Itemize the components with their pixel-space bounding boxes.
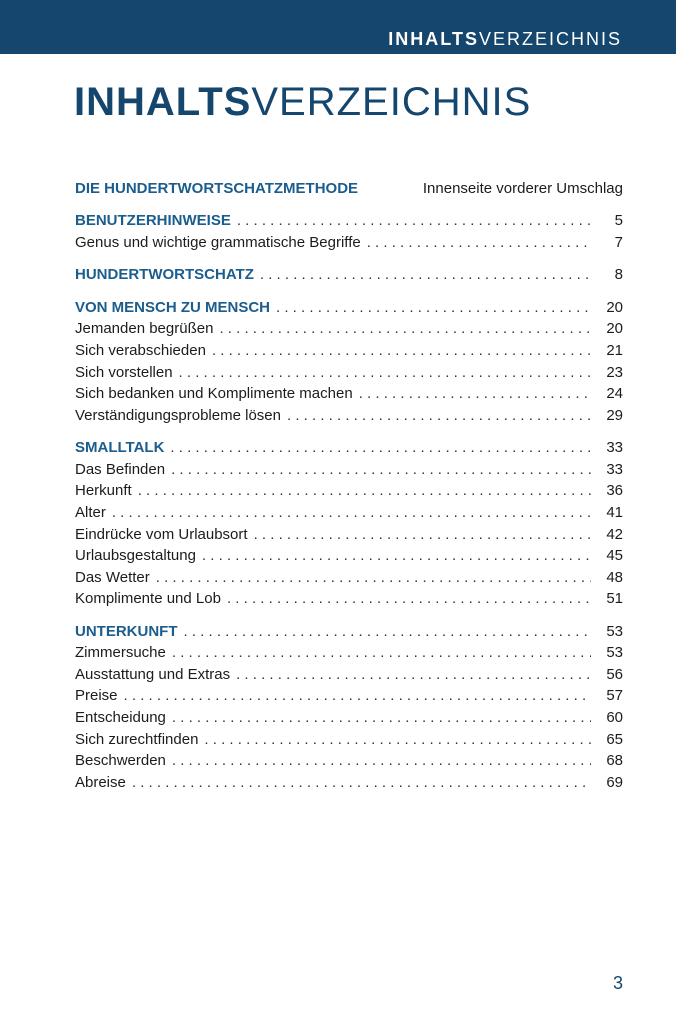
toc-item-entry[interactable] (75, 567, 623, 589)
toc-leader-dots (132, 772, 591, 794)
toc-section-title: BENUTZERHINWEISE (75, 212, 231, 230)
toc-item-label: Sich bedanken und Komplimente machen (75, 385, 353, 403)
toc-item-entry[interactable] (75, 545, 623, 567)
toc-page-number: 33 (606, 460, 623, 478)
toc-leader-dots (172, 707, 591, 729)
toc-leader-dots (237, 210, 591, 232)
toc-leader-dots (170, 437, 591, 459)
toc-leader-dots (367, 232, 591, 254)
page-title-bold: INHALTS (74, 80, 252, 124)
table-of-contents (75, 178, 623, 793)
toc-item-label: Verständigungsprobleme lösen (75, 406, 281, 424)
page-title (74, 78, 531, 126)
toc-gap (75, 254, 623, 265)
toc-intro-location: Innenseite vorderer Umschlag (422, 180, 623, 197)
toc-page-number: 23 (606, 363, 623, 381)
toc-item-label: Alter (75, 503, 106, 521)
toc-leader-dots (359, 383, 591, 405)
toc-page-number: 24 (606, 385, 623, 403)
toc-leader-dots (260, 264, 591, 286)
header-bar (0, 0, 676, 54)
toc-item-entry[interactable] (75, 405, 623, 427)
header-label-light: VERZEICHNIS (478, 29, 622, 49)
toc-leader-dots (287, 405, 591, 427)
toc-item-label: Zimmersuche (75, 644, 166, 662)
toc-item-label: Sich verabschieden (75, 341, 206, 359)
toc-item-entry[interactable] (75, 362, 623, 384)
toc-leader-dots (124, 685, 591, 707)
toc-page-number: 20 (606, 298, 623, 316)
toc-item-label: Das Befinden (75, 460, 166, 478)
toc-page-number: 48 (606, 568, 623, 586)
toc-item-entry[interactable] (75, 707, 623, 729)
toc-item-entry[interactable] (75, 480, 623, 502)
toc-page-number: 20 (606, 320, 623, 338)
toc-gap (75, 610, 623, 621)
toc-item-label: Entscheidung (75, 709, 166, 727)
toc-item-label: Preise (75, 687, 118, 705)
toc-leader-dots (156, 567, 591, 589)
toc-leader-dots (254, 524, 591, 546)
toc-page-number: 69 (606, 773, 623, 791)
toc-leader-dots (202, 545, 591, 567)
toc-page-number: 5 (614, 212, 623, 230)
toc-leader-dots (184, 621, 592, 643)
toc-page-number: 57 (606, 687, 623, 705)
toc-leader-dots (179, 362, 591, 384)
toc-page-number: 56 (606, 665, 623, 683)
toc-section-entry[interactable] (75, 264, 623, 286)
toc-page-number: 65 (606, 730, 623, 748)
toc-item-label: Das Wetter (75, 568, 150, 586)
toc-item-label: Genus und wichtige grammatische Begriffe (75, 233, 361, 251)
toc-gap (75, 286, 623, 297)
toc-page-number: 33 (606, 439, 623, 457)
toc-item-label: Jemanden begrüßen (75, 320, 214, 338)
toc-page-number: 53 (606, 644, 623, 662)
toc-page-number: 53 (606, 622, 623, 640)
toc-page-number: 60 (606, 709, 623, 727)
page-number: 3 (612, 973, 623, 993)
toc-intro-title: DIE HUNDERTWORTSCHATZMETHODE (75, 180, 359, 197)
toc-item-entry[interactable] (75, 588, 623, 610)
toc-section-entry[interactable] (75, 210, 623, 232)
toc-item-label: Abreise (75, 773, 126, 791)
toc-section-title: VON MENSCH ZU MENSCH (75, 298, 271, 316)
toc-item-entry[interactable] (75, 685, 623, 707)
toc-page-number: 8 (614, 266, 623, 284)
toc-item-entry[interactable] (75, 232, 623, 254)
toc-item-label: Ausstattung und Extras (75, 665, 231, 683)
toc-leader-dots (276, 297, 591, 319)
toc-page-number: 7 (614, 233, 623, 251)
header-label-bold: INHALTS (388, 29, 479, 49)
toc-item-entry[interactable] (75, 340, 623, 362)
toc-leader-dots (172, 750, 591, 772)
toc-gap (75, 200, 623, 211)
toc-leader-dots (227, 588, 591, 610)
toc-item-label: Herkunft (75, 482, 132, 500)
toc-item-entry[interactable] (75, 524, 623, 546)
toc-gap (75, 426, 623, 437)
toc-item-label: Urlaubsgestaltung (75, 547, 196, 565)
toc-item-entry[interactable] (75, 772, 623, 794)
toc-page-number: 21 (606, 341, 623, 359)
toc-leader-dots (236, 664, 591, 686)
toc-item-entry[interactable] (75, 729, 623, 751)
toc-item-label: Eindrücke vom Urlaubsort (75, 525, 248, 543)
page-title-light: VERZEICHNIS (251, 80, 532, 124)
toc-leader-dots (171, 459, 591, 481)
toc-section-entry[interactable] (75, 621, 623, 643)
toc-page-number: 51 (606, 590, 623, 608)
toc-leader-dots (112, 502, 591, 524)
toc-page-number: 45 (606, 547, 623, 565)
toc-item-label: Sich zurechtfinden (75, 730, 199, 748)
toc-item-label: Sich vorstellen (75, 363, 173, 381)
toc-item-entry[interactable] (75, 383, 623, 405)
toc-page-number: 68 (606, 752, 623, 770)
header-label (388, 28, 622, 50)
toc-item-entry[interactable] (75, 642, 623, 664)
toc-page-number: 36 (606, 482, 623, 500)
toc-leader-dots (212, 340, 591, 362)
toc-leader-dots (138, 480, 591, 502)
toc-section-entry[interactable] (75, 297, 623, 319)
toc-section-entry[interactable] (75, 437, 623, 459)
toc-item-entry[interactable] (75, 750, 623, 772)
toc-item-entry[interactable] (75, 459, 623, 481)
toc-leader-dots (204, 729, 591, 751)
toc-item-entry[interactable] (75, 502, 623, 524)
toc-item-entry[interactable] (75, 664, 623, 686)
toc-intro-entry[interactable] (75, 178, 623, 200)
toc-item-label: Beschwerden (75, 752, 166, 770)
toc-page-number: 42 (606, 525, 623, 543)
toc-section-title: HUNDERTWORTSCHATZ (75, 266, 254, 284)
toc-leader-dots (172, 642, 591, 664)
toc-leader-dots (219, 318, 591, 340)
toc-item-label: Komplimente und Lob (75, 590, 221, 608)
toc-item-entry[interactable] (75, 318, 623, 340)
toc-section-title: UNTERKUNFT (75, 622, 178, 640)
toc-page-number: 29 (606, 406, 623, 424)
toc-page-number: 41 (606, 503, 623, 521)
toc-section-title: SMALLTALK (75, 439, 165, 457)
